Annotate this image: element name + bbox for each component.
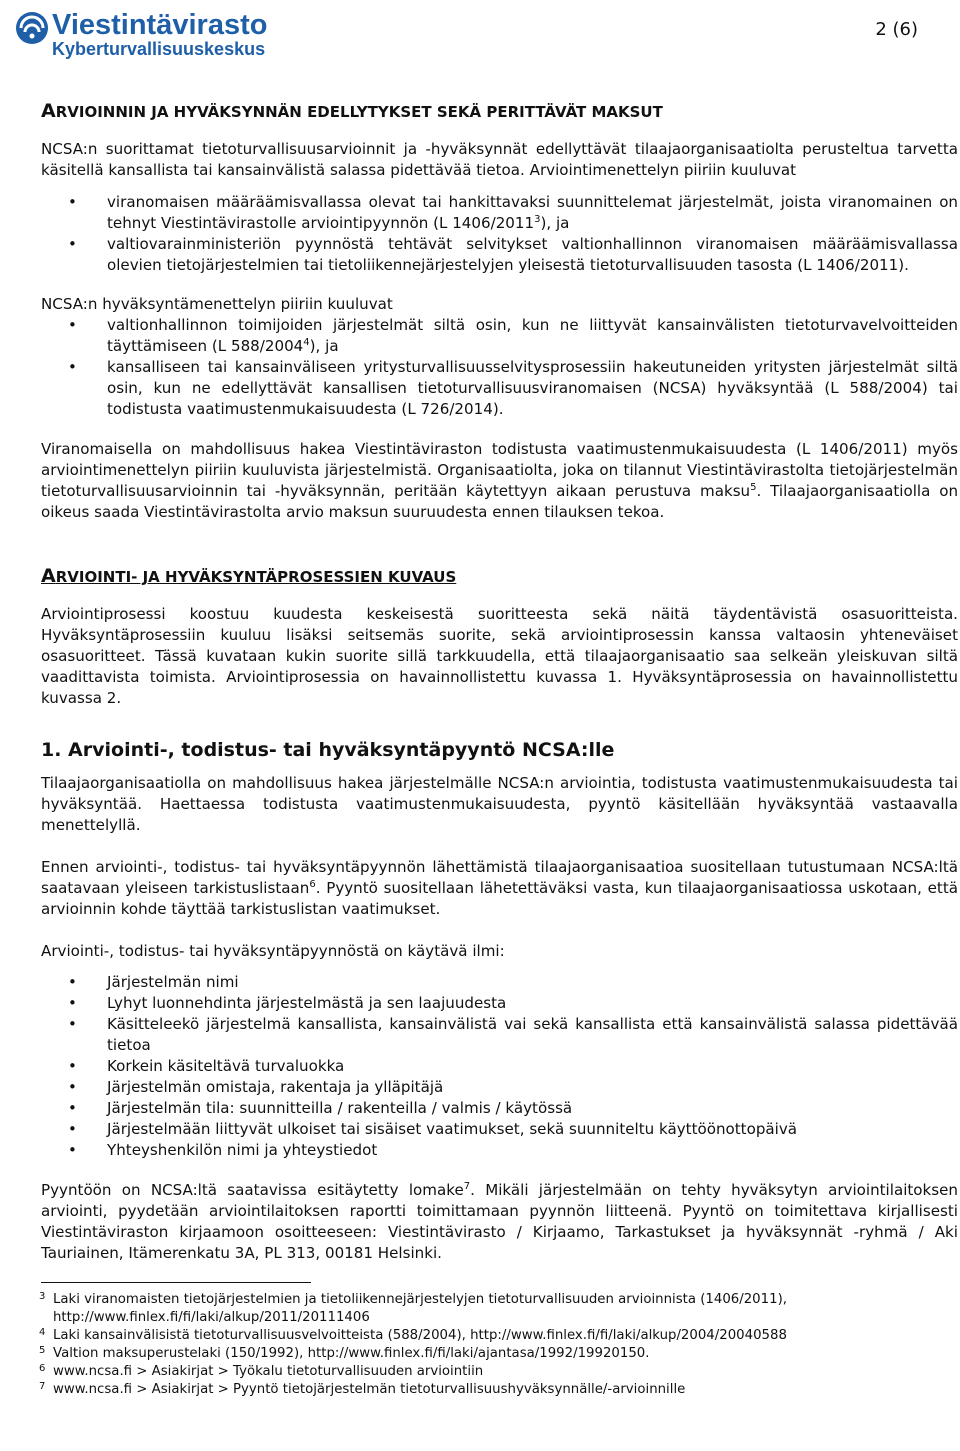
agency-logo (14, 4, 294, 64)
request-paragraph-1: Tilaajaorganisaatiolla on mahdollisuus hakea järjestelmälle NCSA:n arviointia, todistusta vaatimustenmukaisuudesta tai hyväksyntää. Haettaessa todistusta vaatimustenmukaisuudesta, pyyntö käsitellään hyväksyntää vastaavalla menettelyllä. (41, 774, 958, 834)
heading-rest: RVIOINNIN JA HYVÄKSYNNÄN EDELLYTYKSET SEKÄ PERITTÄVÄT MAKSUT (55, 103, 663, 121)
assessment-scope-list (41, 192, 958, 276)
footnote: 3 Laki viranomaisten tietojärjestelmien ja tietoliikennejärjestelyjen tietoturvallisuuden arvioinnista (1406/2011), http://www.finlex.fi/fi/laki/alkup/2011/20111406 (39, 1291, 787, 1325)
list-item: • Järjestelmään liittyvät ulkoiset tai sisäiset vaatimukset, sekä suunniteltu käyttöönottopäivä (41, 1119, 958, 1140)
list-item: • Käsitteleekö järjestelmä kansallista, kansainvälistä vai sekä kansallista että kansainvälistä salassa pidettävää tietoa (41, 1014, 958, 1056)
list-item: • valtionhallinnon toimijoiden järjestelmät siltä osin, kun ne liittyvät kansainvälisten tietoturvavelvoitteiden täyttämiseen (L 588/2004$^4$), ja (41, 315, 958, 357)
list-item: • Lyhyt luonnehdinta järjestelmästä ja sen laajuudesta (41, 993, 958, 1014)
fee-paragraph: Viranomaisella on mahdollisuus hakea Viestintäviraston todistusta vaatimustenmukaisuudesta (L 1406/2011) myös arviointimenettelyn piiriin kuuluvista järjestelmistä. Organisaatiolta, joka on tilannut Viestintävirastolta tietojärjestelmän tietoturvallisuusarvioinnin tai -hyväksynnän, peritään käytettyyn aikaan perustuva maksu$^5$. Tilaajaorganisaatiolla on oikeus saada Viestintävirastolta arvio maksun suuruudesta ennen tilauksen tekoa. (41, 440, 959, 521)
intro-paragraph: NCSA:n suorittamat tietoturvallisuusarvioinnit ja -hyväksynnät edellyttävät tilaajaorganisaatiolta perusteltua tarvetta käsitellä kansallista tai kansainvälistä salassa pidettävää tietoa. Arviointimenettelyn piiriin kuuluvat (41, 140, 958, 179)
footnote: 4 Laki kansainvälisistä tietoturvallisuusvelvoitteista (588/2004), http://www.finlex.fi/fi/laki/alkup/2004/20040588 (39, 1327, 787, 1343)
list-item: • Järjestelmän nimi (41, 972, 958, 993)
list-item: • valtiovarainministeriön pyynnöstä tehtävät selvitykset valtionhallinnon viranomaisen määräämisvallassa olevien tietojärjestelmien tai tietoliikennejärjestelyjen yleisestä tietoturvallisuuden tasosta (L 1406/2011). (41, 234, 958, 276)
request-list-intro: Arviointi-, todistus- tai hyväksyntäpyynnöstä on käytävä ilmi: (41, 942, 505, 960)
section-heading-process: ARVIOINTI- JA HYVÄKSYNTÄPROSESSIEN KUVAUS (41, 565, 457, 587)
request-paragraph-2: Ennen arviointi-, todistus- tai hyväksyntäpyynnön lähettämistä tilaajaorganisaatioa suositellaan tutustumaan NCSA:ltä saatavaan yleiseen tarkistuslistaan$^6$. Pyyntö suositellaan lähetettäväksi vasta, kun tilaajaorganisaatiossa uskotaan, että arvioinnin kohde täyttää tarkistuslistan vaatimukset. (41, 858, 958, 918)
request-requirements-list (41, 972, 958, 1161)
footnote: 5 Valtion maksuperustelaki (150/1992), http://www.finlex.fi/fi/laki/ajantasa/1992/19920150. (39, 1345, 650, 1361)
section-heading-request: 1. Arviointi-, todistus- tai hyväksyntäpyyntö NCSA:lle (41, 739, 615, 761)
list-item: • kansalliseen tai kansainväliseen yritysturvallisuusselvitysprosessiin hakeutuneiden yritysten järjestelmät siltä osin, kun ne edellyttävät kansallisen tietoturvallisuusviranomaisen (NCSA) hyväksyntää (L 588/2004) tai todistusta vaatimustenmukaisuudesta (L 726/2014). (41, 357, 958, 420)
agency-logo-graphic (14, 4, 294, 64)
heading-initial: A (41, 100, 56, 122)
list-item: • Järjestelmän omistaja, rakentaja ja ylläpitäjä (41, 1077, 958, 1098)
section-heading-fees (41, 100, 958, 122)
approval-scope-list (41, 315, 958, 420)
document-body (41, 100, 958, 1399)
logo-name: Viestintävirasto (52, 9, 268, 41)
logo-subtitle: Kyberturvallisuuskeskus (52, 39, 266, 59)
footnote-divider (41, 1282, 311, 1283)
approval-intro: NCSA:n hyväksyntämenettelyn piiriin kuuluvat (41, 295, 393, 313)
closing-paragraph: Pyyntöön on NCSA:ltä saatavissa esitäytetty lomake$^7$. Mikäli järjestelmään on tehty hyväksytyn arviointilaitoksen arviointi, pyydetään arviointilaitoksen raportti toimittamaan pyynnön liitteenä. Pyyntö on toimitettava kirjallisesti Viestintäviraston kirjaamoon osoitteeseen: Viestintävirasto / Kirjaamo, Tarkastukset ja hyväksynnät -ryhmä / Aki Tauriainen, Itämerenkatu 3A, PL 313, 00181 Helsinki. (41, 1180, 958, 1262)
list-item: • Yhteyshenkilön nimi ja yhteystiedot (41, 1140, 958, 1161)
list-item: • Korkein käsiteltävä turvaluokka (41, 1056, 958, 1077)
footnote: 6 www.ncsa.fi > Asiakirjat > Työkalu tietoturvallisuuden arviointiin (39, 1363, 484, 1379)
footnotes (41, 1291, 958, 1399)
list-item: • Järjestelmän tila: suunnitteilla / rakenteilla / valmis / käytössä (41, 1098, 958, 1119)
footnote: 7 www.ncsa.fi > Asiakirjat > Pyyntö tietojärjestelmän tietoturvallisuushyväksynnälle/-arvioinnille (39, 1381, 686, 1397)
page-number: 2 (6) (875, 19, 918, 40)
list-item: • viranomaisen määräämisvallassa olevat tai hankittavaksi suunnittelemat järjestelmät, joista viranomainen on tehnyt Viestintävirastolle arviointipyynnön (L 1406/2011$^3$), ja (41, 192, 958, 234)
process-paragraph: Arviointiprosessi koostuu kuudesta keskeisestä suoritteesta sekä näitä täydentävistä osasuoritteista. Hyväksyntäprosessiin kuuluu lisäksi seitsemäs suorite, sekä arviointiprosessin kanssa valtaosin yhteneväiset osasuoritteet. Tässä kuvataan kukin suorite sillä tarkkuudella, että tilaajaorganisaatio saa selkeän yleiskuvan siltä vaadittavista toimista. Arviointiprosessia on havainnollistettu kuvassa 1. Hyväksyntäprosessia on havainnollistettu kuvassa 2. (41, 605, 958, 707)
